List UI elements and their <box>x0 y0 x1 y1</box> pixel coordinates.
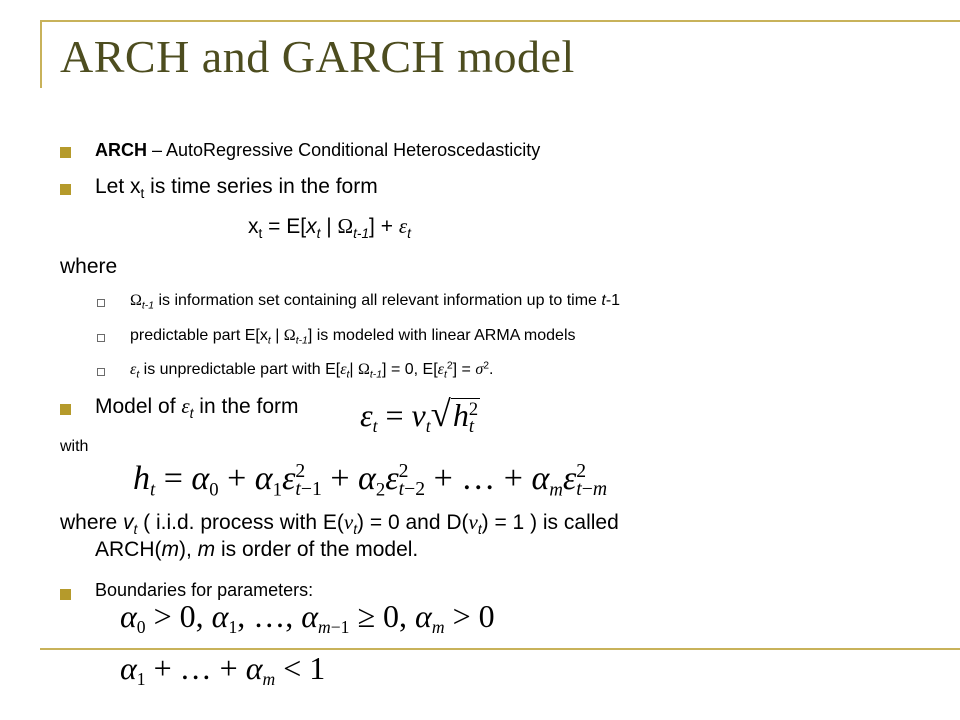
text: x <box>306 215 317 238</box>
bullet-marker <box>60 589 71 600</box>
arch-bold: ARCH <box>95 140 147 160</box>
text: predictable part E[x <box>130 327 268 344</box>
bullet-boundaries: Boundaries for parameters: <box>95 580 314 600</box>
text: x <box>248 215 259 238</box>
where-vt-line2 <box>95 538 418 562</box>
subscript: t <box>258 225 263 241</box>
text: t <box>601 292 606 309</box>
omega-symbol: Ω <box>283 327 296 344</box>
nu-symbol: ν <box>343 510 354 534</box>
equation-constraint-sum: $\alpha_1$ + … + $\alpha_m < 1$ <box>120 650 326 690</box>
sub-bullet-marker <box>97 368 105 376</box>
bullet-marker <box>60 184 71 195</box>
subscript: t <box>443 369 447 381</box>
subscript: t <box>189 405 194 421</box>
with-label: with <box>60 438 89 455</box>
subscript: t <box>133 521 138 537</box>
text: ARCH( <box>95 538 162 561</box>
sub-bullet-unpredictable-part <box>130 361 493 379</box>
text: ( i.i.d. process with E( <box>137 511 344 534</box>
text: | <box>349 361 359 378</box>
subscript: t <box>136 369 140 381</box>
subscript: t-1 <box>353 225 370 241</box>
subscript: t <box>346 369 350 381</box>
nu-symbol: ν <box>468 510 478 534</box>
bullet-marker <box>60 147 71 158</box>
bullet-time-series <box>95 175 378 199</box>
superscript: 2 <box>483 360 489 372</box>
superscript: 2 <box>446 360 453 372</box>
subscript: t <box>353 521 358 537</box>
equation-ht: $h_t = \alpha_0 + \alpha_1\varepsilon$ 2 t−1 + $\alpha_2\varepsilon$ 2 t−2 + … + $\alpha_m\varepsilon$ 2 t−m <box>133 460 608 501</box>
sub-bullet-marker <box>97 334 105 342</box>
epsilon-symbol: ε <box>130 361 137 378</box>
text: ) = 0 and D( <box>357 511 469 534</box>
text: = E[ <box>262 215 307 238</box>
text: ] = 0, E[ <box>382 361 438 378</box>
text: v <box>123 511 134 534</box>
arch-expansion: – AutoRegressive Conditional Heteroscedasticity <box>147 140 541 160</box>
text: -1 <box>605 292 621 309</box>
text: Model of <box>95 395 182 418</box>
text: ) = 1 ) is called <box>481 511 619 534</box>
text: in the form <box>193 395 299 418</box>
omega-symbol: Ω <box>337 214 354 238</box>
subscript: t <box>477 521 482 537</box>
sub-bullet-predictable-part <box>130 327 576 345</box>
sub-bullet-information-set <box>130 292 620 310</box>
text: ] = <box>452 361 476 378</box>
text: ] + <box>369 215 399 238</box>
epsilon-symbol: ε <box>437 361 444 378</box>
text: m <box>197 538 216 561</box>
where-label: where <box>60 255 118 278</box>
text: is order of the model. <box>215 538 419 561</box>
equation-constraint-positivity: $\alpha_0 > 0$, $\alpha_1$, …, $\alpha_{m-1} \ge 0$, $\alpha_m > 0$ <box>120 598 495 638</box>
text: is information set containing all relevant information up to time <box>154 292 602 309</box>
bullet-marker <box>60 404 71 415</box>
subscript: t <box>267 335 271 347</box>
text: m <box>161 538 179 561</box>
where-vt-line1 <box>60 510 619 535</box>
text: Let x <box>95 175 141 198</box>
subscript: t <box>316 225 321 241</box>
text: | <box>320 215 338 238</box>
bullet-arch-definition <box>95 140 540 161</box>
bullet-model-of-epsilon <box>95 394 299 419</box>
subscript: t-1 <box>295 335 308 347</box>
text: . <box>488 361 494 378</box>
omega-symbol: Ω <box>130 292 142 309</box>
sigma-symbol: σ <box>475 361 484 378</box>
text: ] is modeled with linear ARMA models <box>307 327 576 344</box>
epsilon-symbol: ε <box>181 394 190 418</box>
subscript: t <box>407 225 411 241</box>
subscript: t-1 <box>141 300 155 312</box>
epsilon-symbol: ε <box>398 214 408 238</box>
equation-epsilon-model: $\varepsilon_t = v_t√h$ 2 t <box>360 393 479 437</box>
slide-title: ARCH and GARCH model <box>60 31 575 82</box>
equation-xt <box>248 214 411 239</box>
epsilon-symbol: ε <box>340 361 347 378</box>
text: is time series in the form <box>144 175 378 198</box>
text: ), <box>179 538 198 561</box>
text: | <box>270 327 284 344</box>
text: where <box>60 511 124 534</box>
omega-symbol: Ω <box>358 361 370 378</box>
text: is unpredictable part with E[ <box>139 361 341 378</box>
subscript: t <box>140 185 145 201</box>
sub-bullet-marker <box>97 299 105 307</box>
subscript: t-1 <box>369 369 383 381</box>
